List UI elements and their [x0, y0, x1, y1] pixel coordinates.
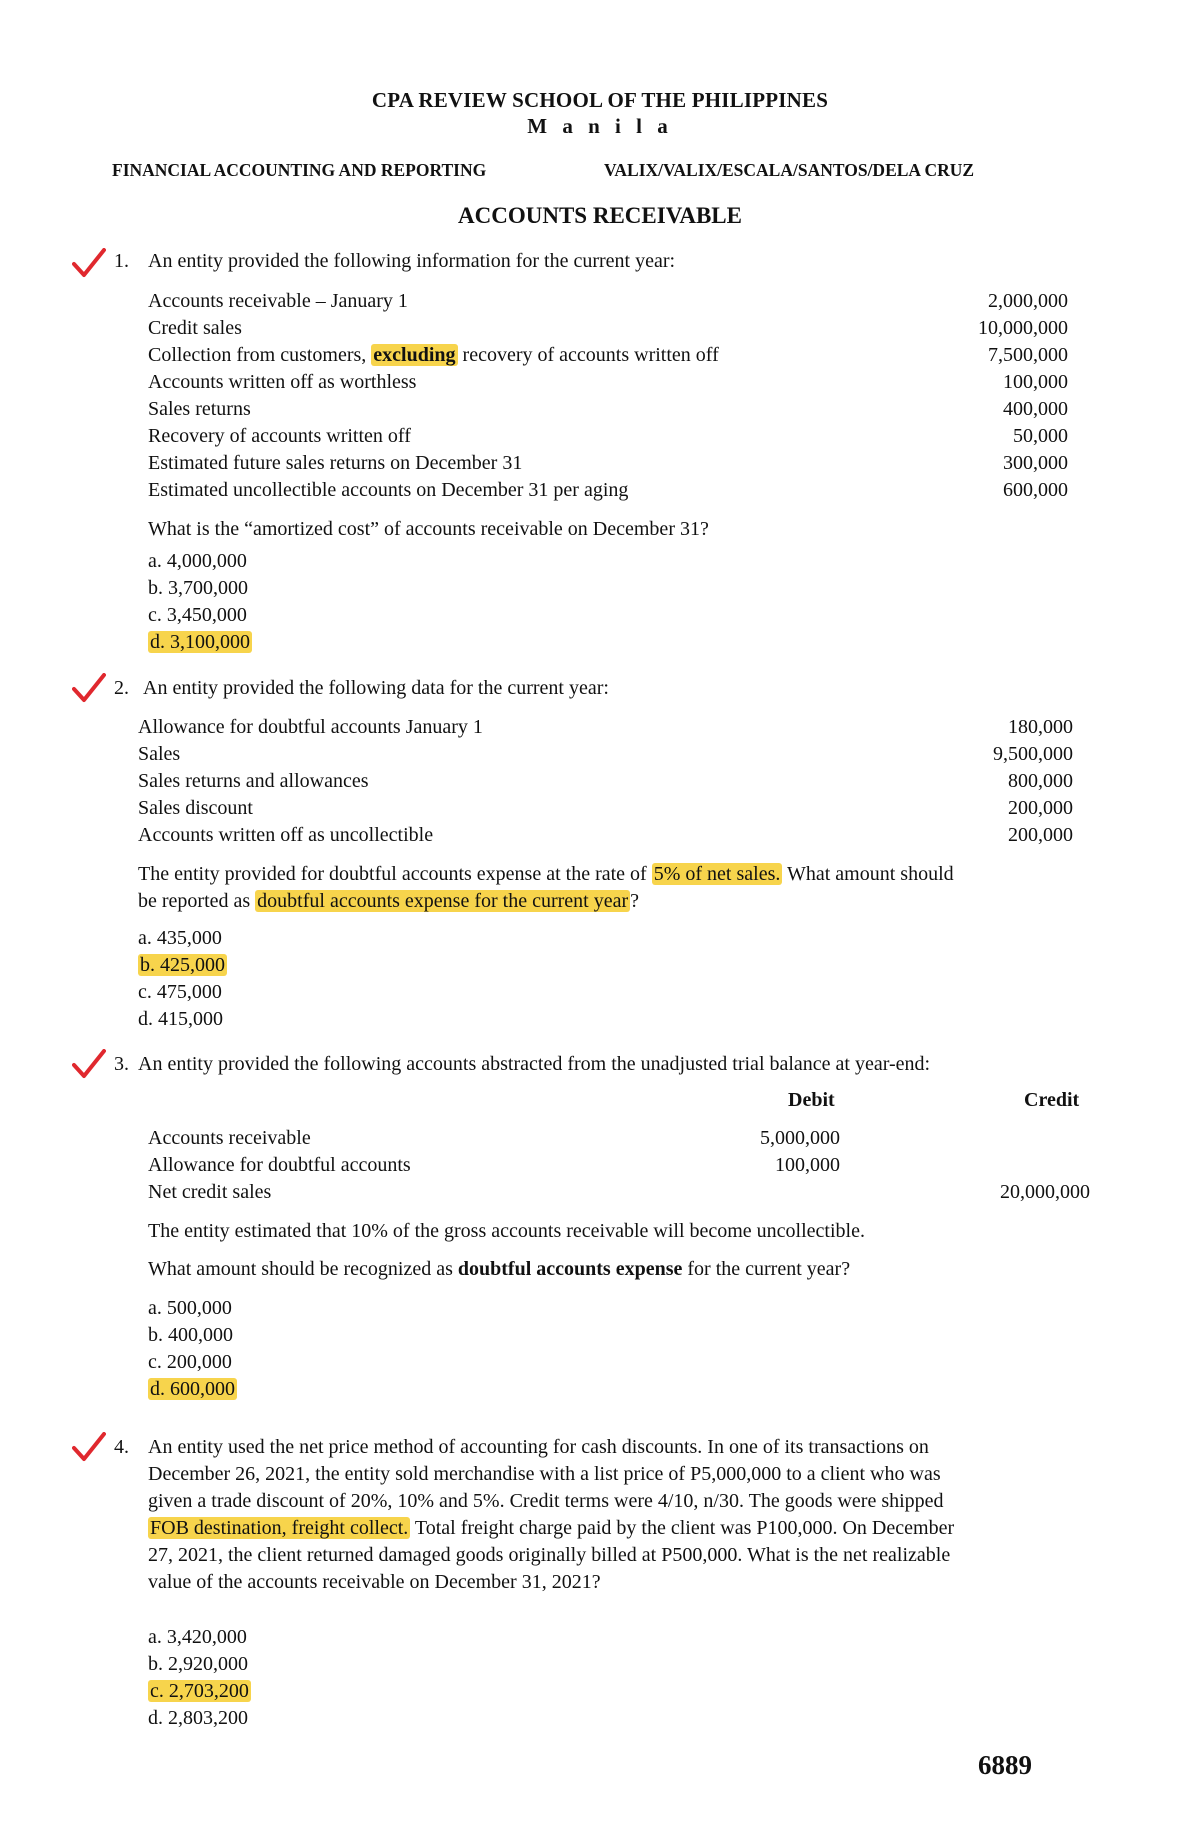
subject-title: FINANCIAL ACCOUNTING AND REPORTING — [112, 160, 487, 180]
answer-option-c: c. 3,450,000 — [148, 604, 247, 626]
row-label: Sales discount — [138, 797, 253, 819]
question-line: December 26, 2021, the entity sold merchandise with a list price of P5,000,000 to a client who was — [148, 1463, 941, 1485]
row-amount: 2,000,000 — [988, 290, 1068, 312]
highlight: d. 600,000 — [150, 1378, 235, 1400]
question-paragraph: The entity estimated that 10% of the gross accounts receivable will become uncollectible. — [148, 1220, 865, 1242]
question-paragraph: The entity provided for doubtful accounts expense at the rate of 5% of net sales. What amount should — [138, 863, 954, 885]
answer-option-c: c. 200,000 — [148, 1351, 232, 1373]
row-debit: 100,000 — [775, 1154, 840, 1176]
row-label: Sales returns and allowances — [138, 770, 369, 792]
answer-option-a: a. 435,000 — [138, 927, 222, 949]
city-name: M a n i l a — [527, 114, 673, 138]
answer-option-a: a. 3,420,000 — [148, 1626, 247, 1648]
page-title: ACCOUNTS RECEIVABLE — [458, 203, 742, 228]
highlight: c. 2,703,200 — [150, 1680, 249, 1702]
question-number: 2. — [114, 677, 129, 699]
row-amount: 600,000 — [1003, 479, 1068, 501]
answer-option-d — [148, 1376, 237, 1403]
question-number: 4. — [114, 1436, 129, 1458]
question-line: An entity used the net price method of accounting for cash discounts. In one of its transactions on — [148, 1436, 929, 1458]
answer-option-c — [148, 1678, 251, 1705]
answer-option-a: a. 500,000 — [148, 1297, 232, 1319]
answer-option-c: c. 475,000 — [138, 981, 222, 1003]
question-line: given a trade discount of 20%, 10% and 5%. Credit terms were 4/10, n/30. The goods were shipped — [148, 1490, 944, 1512]
debit-column-header: Debit — [788, 1089, 835, 1111]
row-label: Estimated future sales returns on December 31 — [148, 452, 523, 474]
answer-option-d: d. 415,000 — [138, 1008, 223, 1030]
question-stem: An entity provided the following information for the current year: — [148, 250, 676, 272]
question-number: 1. — [114, 250, 129, 272]
answer-option-b: b. 400,000 — [148, 1324, 233, 1346]
highlight: b. 425,000 — [140, 954, 225, 976]
row-label: Accounts written off as worthless — [148, 371, 417, 393]
check-mark-icon — [72, 1432, 106, 1462]
row-label: Accounts written off as uncollectible — [138, 824, 434, 846]
row-label: Accounts receivable — [148, 1127, 311, 1149]
question-text: What is the “amortized cost” of accounts receivable on December 31? — [148, 518, 709, 540]
highlight: FOB destination, freight collect. — [150, 1517, 409, 1539]
row-amount: 800,000 — [1008, 770, 1073, 792]
row-amount: 9,500,000 — [993, 743, 1073, 765]
question-text: What amount should be recognized as doubtful accounts expense for the current year? — [148, 1258, 851, 1280]
question-stem: An entity provided the following accounts abstracted from the unadjusted trial balance at year-end: — [138, 1053, 931, 1075]
row-amount: 300,000 — [1003, 452, 1068, 474]
credit-column-header: Credit — [1024, 1089, 1080, 1111]
row-label: Net credit sales — [148, 1181, 272, 1203]
row-label: Collection from customers, excluding recovery of accounts written off — [148, 344, 719, 366]
answer-option-d: d. 2,803,200 — [148, 1707, 248, 1729]
question-number: 3. — [114, 1053, 129, 1075]
school-name: CPA REVIEW SCHOOL OF THE PHILIPPINES — [371, 88, 829, 112]
highlight: d. 3,100,000 — [150, 631, 250, 653]
question-line: FOB destination, freight collect. Total freight charge paid by the client was P100,000. On December — [150, 1517, 955, 1539]
question-paragraph: be reported as doubtful accounts expense for the current year ? — [138, 890, 640, 912]
row-label: Sales — [138, 743, 181, 765]
row-label: Credit sales — [148, 317, 242, 339]
row-amount: 50,000 — [1013, 425, 1068, 447]
highlight: 5% of net sales. — [653, 863, 781, 885]
highlight: excluding — [373, 344, 456, 366]
row-label: Allowance for doubtful accounts January 1 — [138, 716, 483, 738]
row-amount: 7,500,000 — [988, 344, 1068, 366]
row-label: Accounts receivable – January 1 — [148, 290, 408, 312]
row-amount: 400,000 — [1003, 398, 1068, 420]
row-label: Allowance for doubtful accounts — [148, 1154, 411, 1176]
answer-option-b — [138, 952, 227, 979]
authors: VALIX/VALIX/ESCALA/SANTOS/DELA CRUZ — [604, 160, 975, 180]
row-debit: 5,000,000 — [760, 1127, 840, 1149]
answer-option-b: b. 2,920,000 — [148, 1653, 248, 1675]
check-mark-icon — [72, 248, 106, 278]
page-number: 6889 — [978, 1750, 1032, 1780]
answer-option-d — [148, 629, 252, 656]
row-amount: 180,000 — [1008, 716, 1073, 738]
answer-option-a: a. 4,000,000 — [148, 550, 247, 572]
answer-option-b: b. 3,700,000 — [148, 577, 248, 599]
row-amount: 200,000 — [1008, 824, 1073, 846]
row-label: Estimated uncollectible accounts on December 31 per aging — [148, 479, 629, 501]
question-line: 27, 2021, the client returned damaged goods originally billed at P500,000. What is the net realizable — [148, 1544, 951, 1566]
check-mark-icon — [72, 673, 106, 703]
row-credit: 20,000,000 — [1000, 1181, 1090, 1203]
check-mark-icon — [72, 1049, 106, 1079]
question-line: value of the accounts receivable on December 31, 2021? — [148, 1571, 601, 1593]
highlight: doubtful accounts expense for the current year — [257, 890, 629, 912]
row-amount: 100,000 — [1003, 371, 1068, 393]
row-label: Sales returns — [148, 398, 251, 420]
row-label: Recovery of accounts written off — [148, 425, 411, 447]
row-amount: 200,000 — [1008, 797, 1073, 819]
question-stem: An entity provided the following data for the current year: — [143, 677, 609, 699]
row-amount: 10,000,000 — [978, 317, 1068, 339]
